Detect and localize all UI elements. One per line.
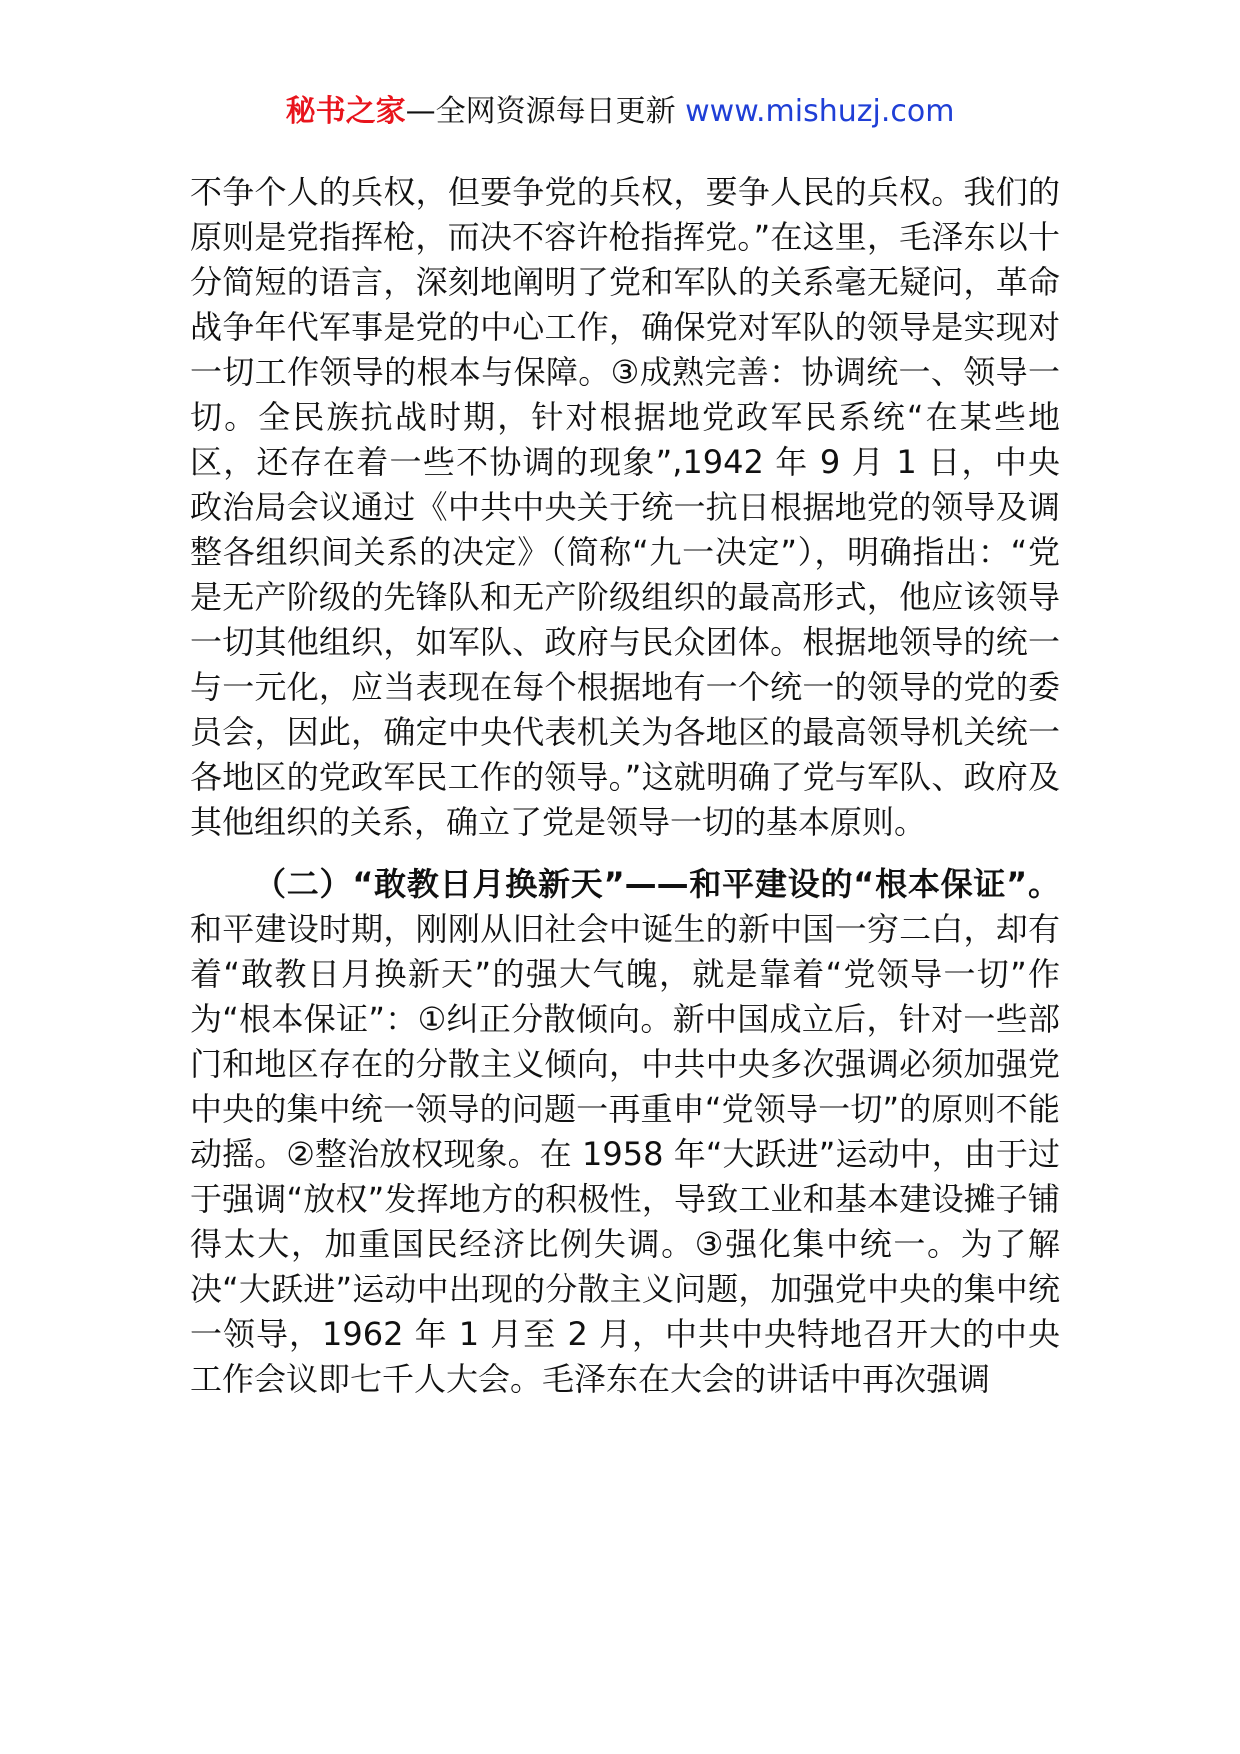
brand-name: 秘书之家 [285, 94, 406, 129]
document-body [190, 170, 1060, 1402]
section-paragraph [190, 862, 1060, 1402]
site-url-link[interactable]: www.mishuzj.com [685, 94, 955, 129]
page-header [0, 92, 1240, 132]
section-body-text: 和平建设时期，刚刚从旧社会中诞生的新中国一穷二白，却有着“敢教日月换新天”的强大气魄，就是靠着“党领导一切”作为“根本保证”：①纠正分散倾向。新中国成立后，针对一些部门和地区存在的分散主义倾向，中共中央多次强调必须加强党中央的集中统一领导的问题一再重申“党领导一切”的原则不能动摇。②整治放权现象。在 1958 年“大跃进”运动中，由于过于强调“放权”发挥地方的积极性，导致工业和基本建设摊子铺得太大，加重国民经济比例失调。③强化集中统一。为了解决“大跃进”运动中出现的分散主义问题，加强党中央的集中统一领导，1962 年 1 月至 2 月，中共中央特地召开大的中央工作会议即七千人大会。毛泽东在大会的讲话中再次强调 [190, 910, 1060, 1398]
header-tagline: —全网资源每日更新 [405, 94, 686, 129]
body-paragraph: 不争个人的兵权，但要争党的兵权，要争人民的兵权。我们的原则是党指挥枪，而决不容许枪指挥党。”在这里，毛泽东以十分简短的语言，深刻地阐明了党和军队的关系毫无疑问，革命战争年代军事是党的中心工作，确保党对军队的领导是实现对一切工作领导的根本与保障。③成熟完善：协调统一、领导一切。全民族抗战时期，针对根据地党政军民系统“在某些地区，还存在着一些不协调的现象”,1942 年 9 月 1 日，中央政治局会议通过《中共中央关于统一抗日根据地党的领导及调整各组织间关系的决定》（简称“九一决定”），明确指出：“党是无产阶级的先锋队和无产阶级组织的最高形式，他应该领导一切其他组织，如军队、政府与民众团体。根据地领导的统一与一元化，应当表现在每个根据地有一个统一的领导的党的委员会，因此，确定中央代表机关为各地区的最高领导机关统一各地区的党政军民工作的领导。”这就明确了党与军队、政府及其他组织的关系，确立了党是领导一切的基本原则。 [190, 173, 1060, 841]
section-heading: （二）“敢教日月换新天”——和平建设的“根本保证”。 [254, 865, 1060, 903]
